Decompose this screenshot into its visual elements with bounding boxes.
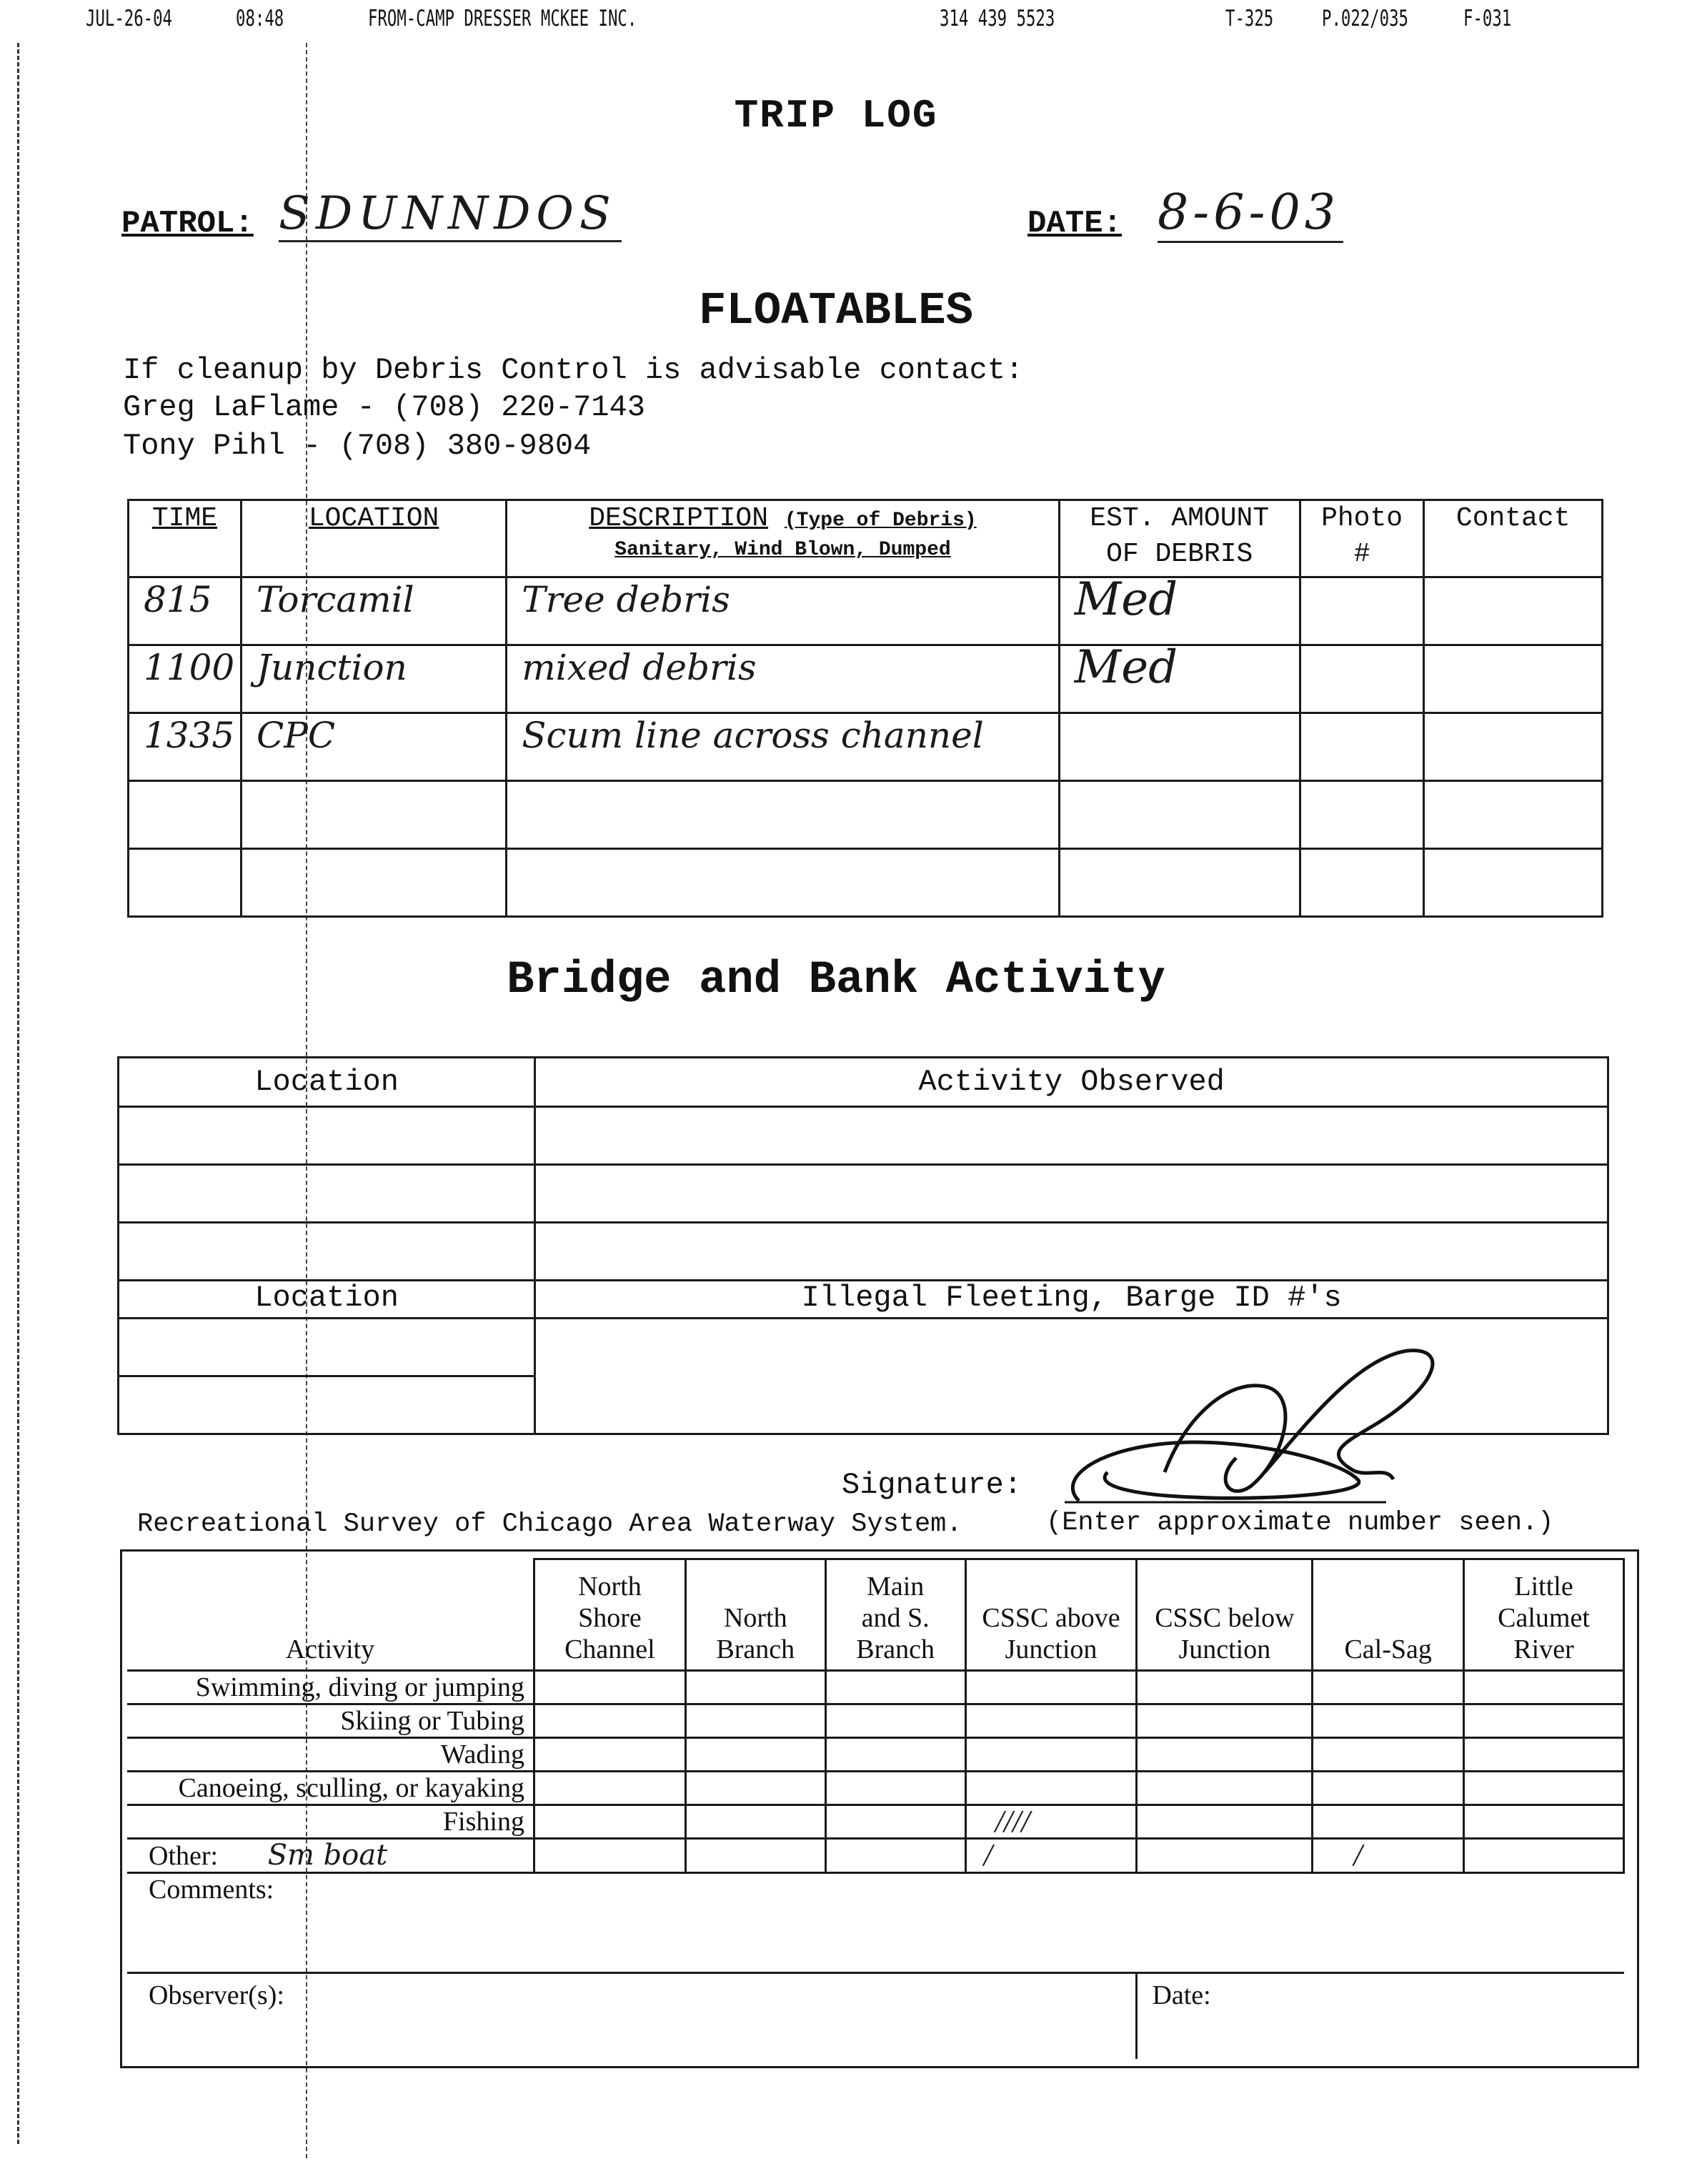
- survey-date-cell: [1137, 1973, 1624, 2059]
- survey-col-cssc-below: CSSC below Junction: [1137, 1559, 1313, 1671]
- row-description: [507, 781, 1059, 849]
- bridge-cell: [535, 1223, 1608, 1281]
- survey-col-cal-sag: Cal-Sag: [1313, 1559, 1464, 1671]
- bridge-heading: Bridge and Bank Activity: [507, 955, 1165, 1006]
- survey-col-activity: Activity: [127, 1559, 534, 1671]
- bridge-cell: [119, 1165, 535, 1223]
- row-contact: [1424, 781, 1603, 849]
- col-contact: Contact: [1424, 500, 1603, 577]
- comments-label: Comments:: [149, 1875, 274, 1905]
- survey-col-cssc-above: CSSC above Junction: [965, 1559, 1137, 1671]
- other-cell: [127, 1839, 534, 1873]
- row-location: Torcamil: [241, 577, 506, 645]
- bridge-col-location: Location: [119, 1058, 535, 1107]
- floatables-row: [129, 713, 1603, 781]
- contact-tony: Tony Pihl - (708) 380-9804: [123, 429, 592, 463]
- row-contact: [1424, 713, 1603, 781]
- other-label: Other:: [149, 1841, 219, 1871]
- floatables-row: [129, 577, 1603, 645]
- col-description: DESCRIPTION (Type of Debris) Sanitary, Wind Blown, Dumped: [507, 500, 1059, 577]
- row-location: [241, 781, 506, 849]
- activity-label: Swimming, diving or jumping: [127, 1671, 534, 1704]
- row-photo: [1300, 713, 1424, 781]
- row-time: 1100: [129, 645, 242, 713]
- row-description: Tree debris: [507, 577, 1059, 645]
- survey-intro: Recreational Survey of Chicago Area Waterway System.: [137, 1509, 962, 1539]
- activity-label: Skiing or Tubing: [127, 1704, 534, 1738]
- row-time: 815: [129, 577, 242, 645]
- fax-edge-mark: [17, 43, 19, 2144]
- row-photo: [1300, 577, 1424, 645]
- fax-header-time: 08:48: [236, 6, 284, 31]
- survey-row-swimming: [127, 1671, 1624, 1704]
- fishing-cssc-above-tally: ////: [965, 1805, 1137, 1839]
- row-amount: [1059, 781, 1300, 849]
- bridge-cell: [119, 1223, 535, 1281]
- contact-greg: Greg LaFlame - (708) 220-7143: [123, 390, 645, 425]
- contact-intro: If cleanup by Debris Control is advisable contact:: [123, 353, 1024, 387]
- survey-instruction: (Enter approximate number seen.): [1046, 1508, 1554, 1538]
- survey-row-skiing: [127, 1704, 1624, 1738]
- other-value: Sm boat: [267, 1839, 388, 1872]
- row-contact: [1424, 645, 1603, 713]
- bridge-cell: [535, 1107, 1608, 1165]
- col-location: LOCATION: [241, 500, 506, 577]
- row-amount: [1059, 849, 1300, 917]
- fleeting-cell: [119, 1376, 535, 1434]
- other-cal-sag-tally: /: [1313, 1839, 1464, 1873]
- other-cssc-above-tally: /: [965, 1839, 1137, 1873]
- row-description: Scum line across channel: [507, 713, 1059, 781]
- survey-col-north-branch: North Branch: [685, 1559, 825, 1671]
- survey-row-canoeing: [127, 1772, 1624, 1805]
- row-time: 1335: [129, 713, 242, 781]
- activity-label: Fishing: [127, 1805, 534, 1839]
- patrol-label: PATROL:: [121, 206, 254, 242]
- page-title: TRIP LOG: [734, 93, 938, 139]
- col-photo: Photo #: [1300, 500, 1424, 577]
- survey-date-label: Date:: [1152, 1980, 1211, 2010]
- floatables-row: [129, 781, 1603, 849]
- row-amount: Med: [1059, 645, 1300, 713]
- floatables-row: [129, 849, 1603, 917]
- survey-row-other: [127, 1839, 1624, 1873]
- fax-header-phone: 314 439 5523: [940, 6, 1055, 31]
- row-contact: [1424, 849, 1603, 917]
- observers-cell: [127, 1973, 1137, 2059]
- survey-row-fishing: [127, 1805, 1624, 1839]
- fleeting-cell: [119, 1319, 535, 1376]
- bridge-col-activity: Activity Observed: [535, 1058, 1608, 1107]
- fax-header-transmission: T-325: [1225, 6, 1274, 31]
- survey-col-main-s-branch: Main and S. Branch: [825, 1559, 965, 1671]
- floatables-table: [127, 499, 1603, 918]
- survey-row-wading: [127, 1738, 1624, 1772]
- row-photo: [1300, 781, 1424, 849]
- row-location: CPC: [241, 713, 506, 781]
- bridge-cell: [535, 1165, 1608, 1223]
- floatables-row: [129, 645, 1603, 713]
- survey-col-north-shore: North Shore Channel: [534, 1559, 685, 1671]
- row-photo: [1300, 849, 1424, 917]
- row-amount: [1059, 713, 1300, 781]
- date-label: DATE:: [1027, 206, 1123, 242]
- activity-label: Canoeing, sculling, or kayaking: [127, 1772, 534, 1805]
- row-time: [129, 781, 242, 849]
- fleeting-col-barge: Illegal Fleeting, Barge ID #'s: [535, 1281, 1608, 1319]
- signature-scribble: [1050, 1336, 1450, 1515]
- observers-label: Observer(s):: [149, 1980, 284, 2010]
- comments-cell: [127, 1873, 1624, 1973]
- activity-label: Wading: [127, 1738, 534, 1772]
- row-location: [241, 849, 506, 917]
- row-time: [129, 849, 242, 917]
- bridge-cell: [119, 1107, 535, 1165]
- row-location: Junction: [241, 645, 506, 713]
- row-photo: [1300, 645, 1424, 713]
- col-amount: EST. AMOUNT OF DEBRIS: [1059, 500, 1300, 577]
- row-description: [507, 849, 1059, 917]
- fleeting-col-location: Location: [119, 1281, 535, 1319]
- fax-header-date: JUL-26-04: [86, 6, 172, 31]
- fax-header-page: P.022/035: [1322, 6, 1408, 31]
- row-amount: Med: [1059, 577, 1300, 645]
- patrol-value: SDUNNDOS: [279, 187, 622, 242]
- signature-label: Signature:: [842, 1468, 1022, 1502]
- date-value: 8-6-03: [1158, 184, 1343, 243]
- survey-table: [127, 1558, 1625, 2059]
- row-contact: [1424, 577, 1603, 645]
- row-description: mixed debris: [507, 645, 1059, 713]
- floatables-heading: FLOATABLES: [698, 286, 974, 337]
- survey-col-little-calumet: Little Calumet River: [1464, 1559, 1624, 1671]
- fax-header-from: FROM-CAMP DRESSER MCKEE INC.: [368, 6, 637, 31]
- fax-header-form: F-031: [1463, 6, 1512, 31]
- col-time: TIME: [129, 500, 242, 577]
